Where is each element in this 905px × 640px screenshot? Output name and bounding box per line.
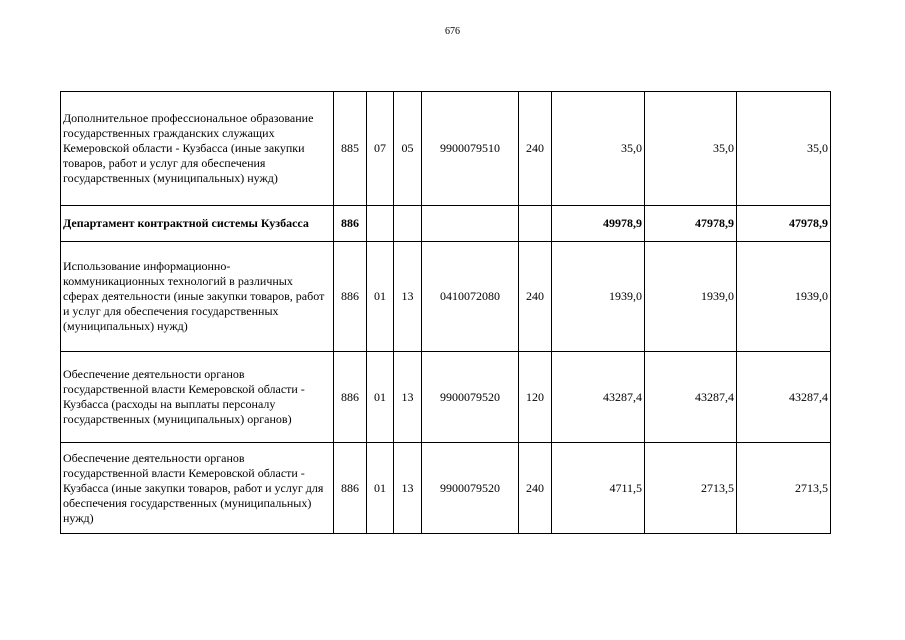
cell-vr: 120 [519, 352, 552, 443]
cell-sum-1: 43287,4 [552, 352, 645, 443]
table-row [61, 352, 831, 443]
cell-pr: 05 [394, 92, 422, 206]
cell-sum-2: 35,0 [645, 92, 737, 206]
cell-pr [394, 206, 422, 242]
page-number: 676 [445, 26, 460, 37]
cell-rz: 01 [367, 443, 394, 534]
cell-csr: 9900079520 [422, 352, 519, 443]
cell-sum-1: 4711,5 [552, 443, 645, 534]
cell-ved: 886 [334, 443, 367, 534]
cell-csr: 9900079520 [422, 443, 519, 534]
cell-sum-1: 35,0 [552, 92, 645, 206]
cell-sum-2: 2713,5 [645, 443, 737, 534]
cell-vr: 240 [519, 92, 552, 206]
cell-name: Дополнительное профессиональное образование государственных гражданских служащих Кемеровской области - Кузбасса (иные закупки товаров, работ и услуг для обеспечения государственных (муниципальных) нужд) [61, 92, 334, 206]
cell-sum-1: 49978,9 [552, 206, 645, 242]
cell-rz: 07 [367, 92, 394, 206]
table-row [61, 443, 831, 534]
cell-sum-3: 2713,5 [737, 443, 831, 534]
cell-csr [422, 206, 519, 242]
cell-rz [367, 206, 394, 242]
table-row [61, 242, 831, 352]
cell-ved: 886 [334, 352, 367, 443]
cell-sum-2: 1939,0 [645, 242, 737, 352]
cell-vr: 240 [519, 443, 552, 534]
cell-name: Департамент контрактной системы Кузбасса [61, 206, 334, 242]
table-row [61, 206, 831, 242]
cell-sum-2: 47978,9 [645, 206, 737, 242]
cell-sum-3: 47978,9 [737, 206, 831, 242]
cell-sum-1: 1939,0 [552, 242, 645, 352]
cell-pr: 13 [394, 443, 422, 534]
cell-rz: 01 [367, 242, 394, 352]
cell-vr [519, 206, 552, 242]
cell-rz: 01 [367, 352, 394, 443]
cell-sum-2: 43287,4 [645, 352, 737, 443]
cell-sum-3: 35,0 [737, 92, 831, 206]
budget-table [60, 91, 831, 534]
cell-pr: 13 [394, 352, 422, 443]
cell-csr: 9900079510 [422, 92, 519, 206]
cell-name: Обеспечение деятельности органов государственной власти Кемеровской области - Кузбасса (иные закупки товаров, работ и услуг для обеспечения государственных (муниципальных) нужд) [61, 443, 334, 534]
table-row [61, 92, 831, 206]
cell-name: Обеспечение деятельности органов государственной власти Кемеровской области - Кузбасса (расходы на выплаты персоналу государственных (муниципальных) органов) [61, 352, 334, 443]
cell-name: Использование информационно-коммуникационных технологий в различных сферах деятельности (иные закупки товаров, работ и услуг для обеспечения государственных (муниципальных) нужд) [61, 242, 334, 352]
cell-ved: 885 [334, 92, 367, 206]
cell-vr: 240 [519, 242, 552, 352]
cell-pr: 13 [394, 242, 422, 352]
cell-csr: 0410072080 [422, 242, 519, 352]
cell-ved: 886 [334, 242, 367, 352]
cell-sum-3: 43287,4 [737, 352, 831, 443]
cell-ved: 886 [334, 206, 367, 242]
cell-sum-3: 1939,0 [737, 242, 831, 352]
